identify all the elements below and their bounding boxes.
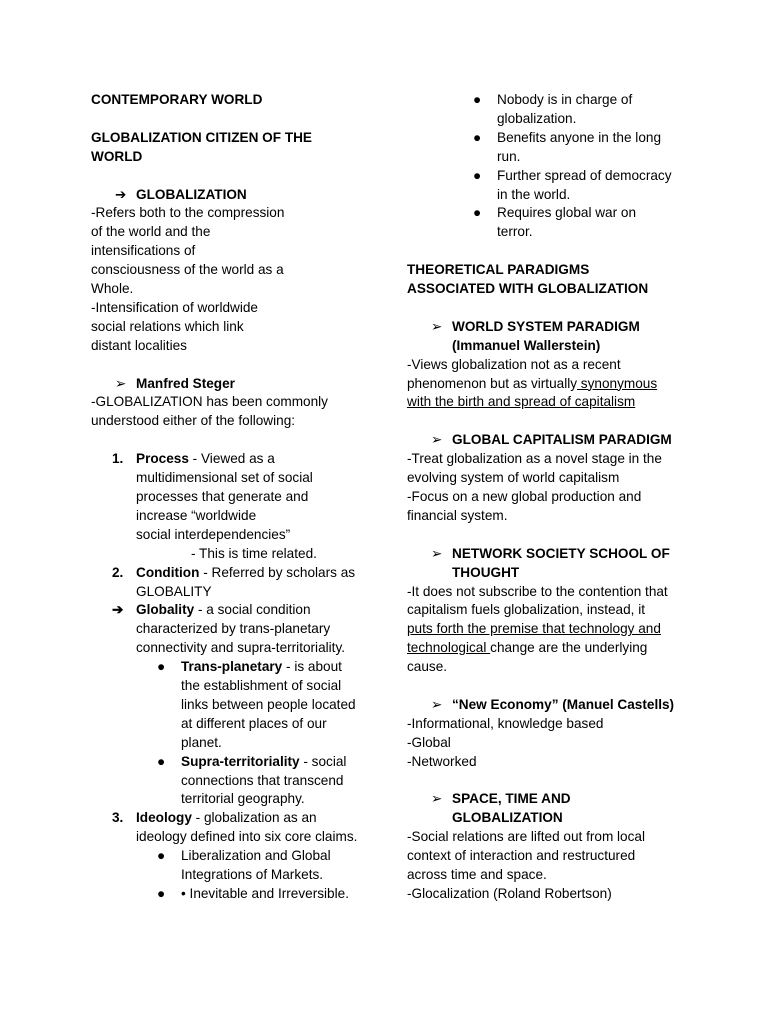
paragraph-line: financial system. [407,507,508,523]
heading-text: WORLD SYSTEM PARADIGM [452,318,640,334]
paragraph-line: -Informational, knowledge based [407,715,604,731]
steger-heading [91,375,366,394]
list-number: 3. [112,810,124,826]
arrowhead-icon: ➢ [431,696,443,712]
term-text: - Viewed as a [188,451,275,467]
term-text: - a social condition [194,602,311,618]
left-column [91,91,366,904]
bullet-icon: ● [157,659,166,675]
heading-text: NETWORK SOCIETY SCHOOL OF [452,545,670,561]
claim-item [407,129,697,167]
definition-line: of the world and the [91,224,211,240]
claim-text: • Inevitable and Irreversible. [181,886,349,901]
term-text: territorial geography. [181,791,305,807]
arrowhead-icon: ➢ [431,791,443,807]
claim-text: globalization. [497,110,577,126]
paragraph-line: -It does not subscribe to the contention that [407,583,668,599]
globalization-heading-text: GLOBALIZATION [136,186,247,202]
claim-text: Liberalization and Global [181,848,331,864]
claim-text: Further spread of democracy [497,167,672,183]
arrow-right-icon: ➔ [112,602,124,618]
underlined-text: puts forth the premise that technology and [407,621,661,637]
term-text: the establishment of social [181,678,342,694]
paragraph-line: -Focus on a new global production and [407,488,642,504]
heading-text: THOUGHT [452,564,520,580]
space-time-heading [407,790,697,828]
steger-heading-text: Manfred Steger [136,375,235,391]
list-number: 2. [112,564,124,580]
global-capitalism-heading [407,431,697,450]
bullet-icon: ● [473,205,482,221]
arrowhead-icon: ➢ [431,318,443,334]
definition-line: distant localities [91,337,187,353]
heading-text: GLOBALIZATION [452,810,563,826]
paragraph-line: -Networked [407,753,477,769]
term-text: connectivity and supra-territoriality. [136,640,346,656]
term-text: processes that generate and [136,488,309,504]
claim-text: in the world. [497,186,571,202]
bullet-icon: ● [473,129,482,145]
list-item-process [91,450,366,545]
arrowhead-icon: ➢ [431,432,443,448]
term-text: at different places of our [181,715,327,731]
world-system-heading [407,318,697,356]
claim-text: Nobody is in charge of [497,92,633,107]
term: Trans-planetary [181,659,283,675]
definition-line: -Refers both to the compression [91,205,285,221]
list-item-ideology [91,809,366,847]
right-column [407,91,697,904]
bullet-icon: ● [473,167,482,183]
term: Condition [136,564,200,580]
underlined-text: synonymous [577,375,658,391]
list-item-condition [91,564,366,602]
bullet-icon: ● [157,848,166,864]
paragraph-text: phenomenon but as virtually [407,375,578,391]
claim-text: Benefits anyone in the long [497,129,662,145]
arrowhead-icon: ➢ [431,545,443,561]
list-item-trans-planetary [91,658,366,753]
globalization-heading [91,186,366,205]
list-item-supra-territoriality [91,753,366,810]
heading-text: GLOBAL CAPITALISM PARADIGM [452,432,672,448]
paragraph-line: evolving system of world capitalism [407,470,620,486]
paragraph-line: context of interaction and restructured [407,848,636,864]
term: Globality [136,602,195,618]
claim-text: Requires global war on [497,205,637,221]
paragraph-line: cause. [407,659,448,675]
term-text: characterized by trans-planetary [136,621,331,637]
claim-item [407,204,697,242]
claim-text: Integrations of Markets. [181,867,324,883]
term-text: planet. [181,734,222,750]
term-text: - is about [282,659,342,675]
paradigms-heading: ASSOCIATED WITH GLOBALIZATION [407,281,649,297]
time-related-note: - This is time related. [191,545,317,561]
paragraph-line: -Treat globalization as a novel stage in the [407,451,662,467]
term-text: GLOBALITY [136,583,212,599]
term-text: links between people located [181,696,356,712]
term: Supra-territoriality [181,753,300,769]
underlined-text: with the birth and spread of capitalism [407,394,636,410]
claim-text: run. [497,148,521,164]
paradigms-heading: THEORETICAL PARADIGMS [407,262,590,278]
term-text: - globalization as an [191,810,317,826]
new-economy-heading [407,696,697,715]
term: Ideology [136,810,192,826]
arrowhead-icon: ➢ [115,375,127,391]
term-text: - social [299,753,347,769]
list-number: 1. [112,451,124,467]
definition-line: intensifications of [91,243,196,259]
network-society-heading [407,545,697,583]
term-text: connections that transcend [181,772,344,788]
paragraph-line: capitalism fuels globalization, instead, it [407,602,646,618]
claim-item [91,885,366,904]
steger-intro-line: understood either of the following: [91,413,296,429]
underlined-text: technological [407,640,491,656]
term-text: multidimensional set of social [136,470,313,486]
paragraph-line: -Global [407,734,451,750]
term-text: social interdependencies” [136,526,291,542]
definition-line: -Intensification of worldwide [91,299,258,315]
term-text: increase “worldwide [136,507,257,523]
term: Process [136,451,189,467]
heading-text: (Immanuel Wallerstein) [452,337,601,353]
paragraph-line: -Glocalization (Roland Robertson) [407,885,612,901]
paragraph-text: change are the underlying [490,640,648,656]
claim-item [407,167,697,205]
claim-text: terror. [497,224,533,240]
term-text: - Referred by scholars as [199,564,356,580]
claim-item [91,847,366,885]
document-subtitle: GLOBALIZATION CITIZEN OF THE WORLD [91,129,313,164]
paragraph-line: -Social relations are lifted out from local [407,829,645,845]
claim-item [407,91,697,129]
bullet-icon: ● [157,886,166,901]
bullet-icon: ● [473,92,482,107]
document-title: CONTEMPORARY WORLD [91,92,263,107]
heading-text: “New Economy” (Manuel Castells) [452,696,675,712]
steger-intro-line: -GLOBALIZATION has been commonly [91,394,328,410]
paragraph-line: -Views globalization not as a recent [407,356,621,372]
paragraph-line: across time and space. [407,867,547,883]
definition-line: Whole. [91,281,134,297]
term-text: ideology defined into six core claims. [136,829,358,845]
arrow-right-icon: ➔ [115,186,127,202]
heading-text: SPACE, TIME AND [452,791,571,807]
bullet-icon: ● [157,753,166,769]
definition-line: consciousness of the world as a [91,262,284,278]
list-item-globality [91,601,366,658]
definition-line: social relations which link [91,318,244,334]
